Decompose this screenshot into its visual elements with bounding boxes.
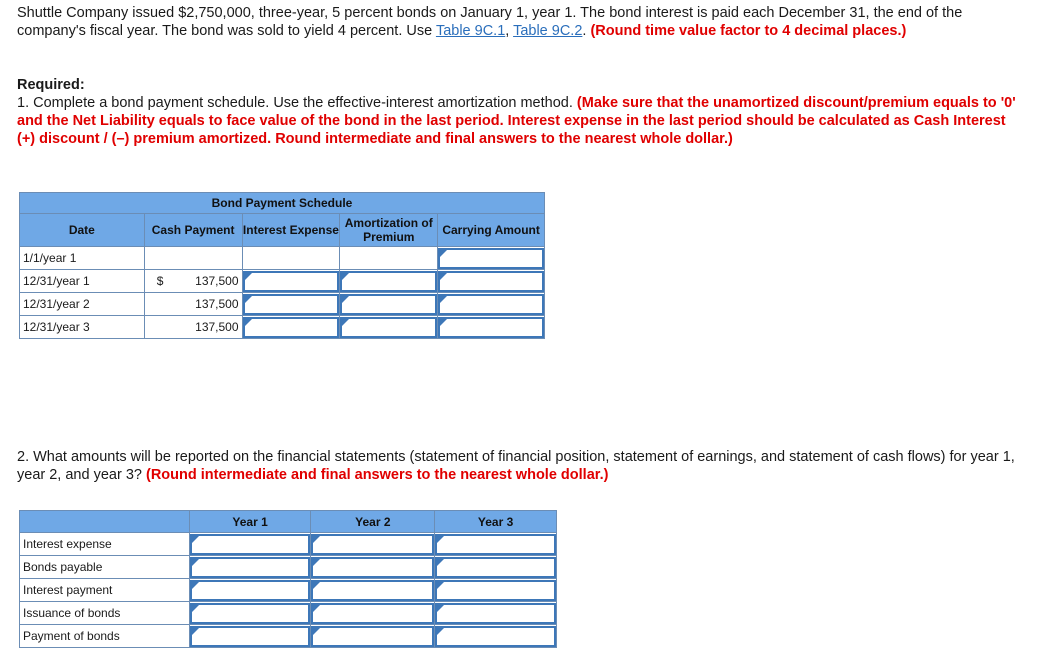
- cash-payment-value: 137,500: [195, 274, 239, 288]
- financial-statements-table: [19, 510, 557, 648]
- table-9c1-link[interactable]: Table 9C.1: [435, 23, 506, 39]
- row-label: Interest expense: [20, 533, 190, 556]
- q1-text: 1. Complete a bond payment schedule. Use the effective-interest amortization method.: [17, 95, 577, 111]
- bond-payment-schedule: [19, 192, 545, 339]
- table-row: [20, 316, 545, 339]
- col-amortization: Amortization of Premium: [340, 214, 438, 247]
- interest-expense-input[interactable]: [243, 317, 340, 338]
- year-3-input[interactable]: [435, 603, 556, 624]
- amortization-input[interactable]: [340, 271, 437, 292]
- carrying-amount-input[interactable]: [438, 271, 544, 292]
- table-row: [20, 270, 545, 293]
- intro-text: Shuttle Company issued $2,750,000, three-year, 5 percent bonds on January 1, year 1. The bond interest is paid each December 31, the end of the company's fiscal year. The bond was sold to yield 4 percent. Use: [17, 5, 963, 39]
- amortization-input[interactable]: [340, 317, 437, 338]
- table-row: [20, 602, 557, 625]
- table-row: [20, 247, 545, 270]
- year-1-input[interactable]: [190, 603, 311, 624]
- row-label: Bonds payable: [20, 556, 190, 579]
- interest-expense-input[interactable]: [243, 271, 340, 292]
- col-date: Date: [20, 214, 145, 247]
- col-year-3: Year 3: [435, 511, 557, 533]
- q2-instruction: (Round intermediate and final answers to the nearest whole dollar.): [145, 467, 609, 483]
- row-date: 12/31/year 2: [20, 293, 145, 316]
- cash-payment-cell: [144, 270, 242, 293]
- cash-payment-value: 137,500: [195, 297, 239, 311]
- amortization-cell: [340, 247, 438, 270]
- q1-instruction: (Make sure that the unamortized discount/premium equals to '0' and the Net Liability equals to face value of the bond in the last period. Interest expense in the last period should be calculated as Cash Interest (+) discount / (–) premium amortized. Round intermediate and final answers to the nearest whole dollar.): [17, 95, 1016, 147]
- year-1-input[interactable]: [190, 626, 311, 647]
- interest-expense-input[interactable]: [243, 294, 340, 315]
- col-interest-expense: Interest Expense: [242, 214, 340, 247]
- col-year-2: Year 2: [311, 511, 435, 533]
- year-1-input[interactable]: [190, 580, 311, 601]
- row-label: Issuance of bonds: [20, 602, 190, 625]
- cash-payment-cell: [144, 316, 242, 339]
- intro-after: .: [582, 23, 591, 39]
- cash-payment-cell: [144, 247, 242, 270]
- schedule-title: Bond Payment Schedule: [20, 193, 545, 214]
- cash-payment-value: 137,500: [195, 320, 239, 334]
- table-row: [20, 625, 557, 648]
- interest-expense-cell: [242, 247, 340, 270]
- table-row: [20, 556, 557, 579]
- year-3-input[interactable]: [435, 626, 556, 647]
- row-label: Interest payment: [20, 579, 190, 602]
- year-2-input[interactable]: [311, 580, 434, 601]
- table-row: [20, 579, 557, 602]
- intro-sep: ,: [505, 23, 514, 39]
- carrying-amount-input[interactable]: [438, 248, 544, 269]
- table-9c2-link[interactable]: Table 9C.2: [513, 23, 583, 39]
- year-3-input[interactable]: [435, 534, 556, 555]
- year-2-input[interactable]: [311, 603, 434, 624]
- year-2-input[interactable]: [311, 534, 434, 555]
- row-date: 1/1/year 1: [20, 247, 145, 270]
- cash-payment-cell: [144, 293, 242, 316]
- carrying-amount-input[interactable]: [438, 317, 544, 338]
- year-2-input[interactable]: [311, 626, 434, 647]
- round-instruction: (Round time value factor to 4 decimal places.): [590, 23, 907, 39]
- year-2-input[interactable]: [311, 557, 434, 578]
- year-3-input[interactable]: [435, 557, 556, 578]
- required-heading: Required:: [17, 77, 85, 93]
- year-1-input[interactable]: [190, 557, 311, 578]
- intro-paragraph: [17, 4, 1017, 40]
- year-1-input[interactable]: [190, 534, 311, 555]
- table-row: [20, 293, 545, 316]
- question-1: [17, 94, 1017, 148]
- q2-text: 2. What amounts will be reported on the financial statements (statement of financial position, statement of earnings, and statement of cash flows) for year 1, year 2, and year 3?: [17, 449, 1015, 483]
- row-label: Payment of bonds: [20, 625, 190, 648]
- amortization-input[interactable]: [340, 294, 437, 315]
- col-year-1: Year 1: [189, 511, 311, 533]
- col-carrying-amount: Carrying Amount: [438, 214, 545, 247]
- row-date: 12/31/year 1: [20, 270, 145, 293]
- year-3-input[interactable]: [435, 580, 556, 601]
- currency-symbol: $: [156, 274, 164, 288]
- row-date: 12/31/year 3: [20, 316, 145, 339]
- question-2: [17, 448, 1017, 484]
- col-item: [20, 511, 190, 533]
- carrying-amount-input[interactable]: [438, 294, 544, 315]
- table-row: [20, 533, 557, 556]
- col-cash-payment: Cash Payment: [144, 214, 242, 247]
